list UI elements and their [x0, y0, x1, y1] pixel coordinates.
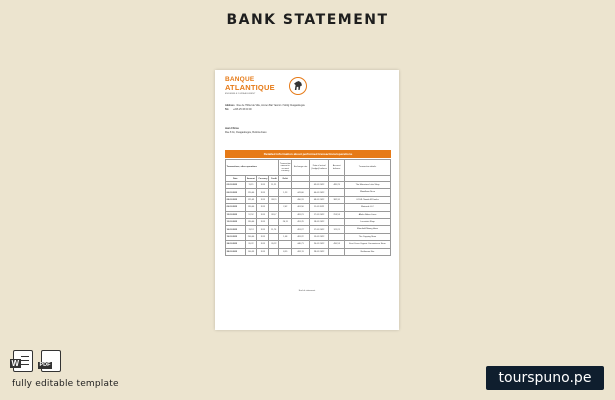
cell-amount: 200,00 [245, 233, 257, 240]
cell-desc: Mainsale LLC [344, 204, 390, 211]
cell-entry-date: 18.01.2022 [309, 218, 329, 225]
cell-ledger: 481,21 [292, 211, 310, 218]
address-value: Rue de l'Hôtel de Ville, Ancien Bar Yasmin / Sinlig Ouagadougou [236, 104, 305, 107]
cell-amount: 120,00 [245, 189, 257, 196]
cell-entry-date: 08.01.2022 [309, 196, 329, 203]
cell-date: 28.01.2022 [226, 248, 246, 255]
col-details: Transaction details [344, 160, 390, 176]
cell-amount: 130,00 [245, 218, 257, 225]
cell-balance: 490,53 [329, 241, 345, 248]
cell-credit [269, 233, 279, 240]
cell-entry-date: 11.01.2022 [309, 204, 329, 211]
cell-debit [279, 196, 292, 203]
file-format-icons [13, 350, 61, 372]
cell-currency: XOF [257, 226, 269, 233]
cell-debit: 1,08 [279, 233, 292, 240]
cell-date: 16.01.2022 [226, 226, 246, 233]
cell-date: 03.01.2022 [226, 182, 246, 189]
cell-desc: Alleko Nober Ltevo [344, 211, 390, 218]
cell-debit [279, 211, 292, 218]
cell-credit [269, 218, 279, 225]
cell-desc: Lucastriet Shop [344, 218, 390, 225]
cell-date: 24.01.2022 [226, 241, 246, 248]
cell-balance: 253,53 [329, 211, 345, 218]
cell-entry-date: 19.01.2022 [309, 233, 329, 240]
cell-date: 19.01.2022 [226, 233, 246, 240]
cell-desc: The Mainstore Lake Shop [344, 182, 390, 189]
cell-date: 09.01.2022 [226, 204, 246, 211]
page-heading: BANK STATEMENT [226, 12, 389, 28]
cell-entry-date: 28.01.2022 [309, 248, 329, 255]
bank-address [225, 104, 305, 107]
template-caption: fully editable template [12, 379, 119, 389]
cell-balance: 485,29 [329, 182, 345, 189]
cell-entry-date: 06.01.2022 [309, 189, 329, 196]
col-amount: Amount [245, 176, 257, 182]
cell-debit: 2,42 [279, 204, 292, 211]
bank-phone [225, 108, 252, 111]
cell-balance: 121,21 [329, 226, 345, 233]
cell-credit [269, 248, 279, 255]
cell-amount: 130,00 [245, 204, 257, 211]
line-glyph [21, 356, 29, 357]
cell-debit [279, 182, 292, 189]
table-row [226, 196, 391, 203]
cell-amount: 11,74 [245, 226, 257, 233]
cell-desc: The Copping Store [344, 233, 390, 240]
logo-line-2: ATLANTIQUE [225, 83, 275, 92]
cell-balance [329, 189, 345, 196]
cell-ledger [292, 182, 310, 189]
cell-debit: 1,23 [279, 189, 292, 196]
table-row [226, 182, 391, 189]
cell-credit: 20,22 [269, 241, 279, 248]
horse-emblem-icon [289, 77, 307, 95]
cell-currency: XOF [257, 204, 269, 211]
table-row [226, 218, 391, 225]
pdf-icon [41, 350, 61, 372]
table-row [226, 248, 391, 255]
col-amount-in-currency: Transaction amount in account currency [279, 160, 292, 176]
col-account-balance: Account balance [329, 160, 345, 176]
cell-balance [329, 248, 345, 255]
cell-amount: 20,22 [245, 241, 257, 248]
cell-currency: XOF [257, 196, 269, 203]
col-currency: Currency [258, 177, 268, 180]
line-glyph [21, 360, 29, 361]
client-address: Rue 8 Ilo, Ouagadougou, Burkina Faso [225, 131, 267, 134]
cell-credit: 11,21 [269, 182, 279, 189]
transactions-table [225, 159, 391, 256]
cell-currency: XOF [257, 248, 269, 255]
cell-currency: XOF [257, 218, 269, 225]
transactions-banner: Detailed information about performed transactions/operations [225, 150, 391, 158]
cell-desc: Nettleman Kite [344, 248, 390, 255]
table-row [226, 211, 391, 218]
table-row [226, 204, 391, 211]
table-header-row [226, 160, 391, 176]
statement-preview [215, 70, 399, 330]
table-row [226, 189, 391, 196]
logo-line-1: BANQUE [225, 76, 255, 83]
pdf-icon-label: PDF [39, 362, 51, 368]
cell-date: 13.01.2022 [226, 218, 246, 225]
end-of-statement: End of statement [298, 290, 316, 292]
cell-credit: 261,7 [269, 211, 279, 218]
address-label: Address [225, 104, 235, 107]
cell-debit: 8,59 [279, 248, 292, 255]
cell-desc: Eltonfield Nbong Hoea [344, 226, 390, 233]
bank-logo [225, 76, 315, 98]
transactions-body [226, 182, 391, 256]
table-row [226, 241, 391, 248]
cell-entry-date: 17.01.2022 [309, 211, 329, 218]
col-date: Date [226, 176, 246, 182]
table-row [226, 226, 391, 233]
cell-desc: East Cover Organic Convenience Store [344, 241, 390, 248]
cell-entry-date: 24.01.2022 [309, 241, 329, 248]
cell-credit: 262,9 [269, 196, 279, 203]
tel-label: Tel. [225, 108, 229, 111]
cell-desc: Woodlawn Nuce [344, 189, 390, 196]
cell-ledger: 481,11 [292, 248, 310, 255]
cell-ledger: 481,22 [292, 233, 310, 240]
cell-currency: XOF [257, 211, 269, 218]
cell-date: 08.01.2022 [226, 196, 246, 203]
cell-ledger: 441,66 [292, 189, 310, 196]
line-glyph [21, 364, 29, 365]
tel-value: +226 25 33 00 00 [232, 108, 252, 111]
col-credit: Credit [270, 177, 277, 180]
word-icon [13, 350, 33, 372]
col-section: Transactions, other operations [226, 160, 279, 176]
cell-ledger: 491,27 [292, 226, 310, 233]
cell-balance [329, 204, 345, 211]
col-exchange-rate: Exchange rate [292, 160, 310, 176]
client-name [225, 127, 239, 130]
cell-ledger: 491,76 [292, 218, 310, 225]
cell-balance [329, 218, 345, 225]
cell-amount: 12,52 [245, 211, 257, 218]
cell-debit: 26,11 [279, 218, 292, 225]
cell-entry-date: 17.01.2022 [309, 226, 329, 233]
cell-ledger: 461,56 [292, 204, 310, 211]
cell-debit [279, 226, 292, 233]
cell-currency: XOF [257, 182, 269, 189]
client-name-text: Jean Chirou [225, 127, 239, 130]
cell-currency: XOF [257, 233, 269, 240]
cell-amount: 100,59 [245, 248, 257, 255]
cell-balance [329, 233, 345, 240]
cell-debit [279, 241, 292, 248]
cell-ledger: 440,71 [292, 241, 310, 248]
cell-credit [269, 204, 279, 211]
cell-ledger: 490,31 [292, 196, 310, 203]
logo-tagline: ENSEMBLE DURABLEMENT [225, 93, 256, 95]
col-ledger-date: Date of actual (Ledger) balance [309, 160, 329, 176]
brand-button[interactable]: tourspuno.pe [486, 366, 604, 390]
cell-date: 12.01.2022 [226, 211, 246, 218]
col-debit: Debit [279, 176, 292, 182]
cell-credit: 11,74 [269, 226, 279, 233]
cell-amount: 11,21 [245, 182, 257, 189]
table-row [226, 233, 391, 240]
cell-credit [269, 189, 279, 196]
cell-amount: 125,09 [245, 196, 257, 203]
word-icon-letter: W [11, 359, 20, 368]
cell-desc: OCSJL Nanda M Deelca [344, 196, 390, 203]
cell-entry-date: 03.01.2022 [309, 182, 329, 189]
cell-date: 06.01.2022 [226, 189, 246, 196]
cell-balance: 382,31 [329, 196, 345, 203]
cell-currency: XOF [257, 241, 269, 248]
cell-currency: XOF [257, 189, 269, 196]
